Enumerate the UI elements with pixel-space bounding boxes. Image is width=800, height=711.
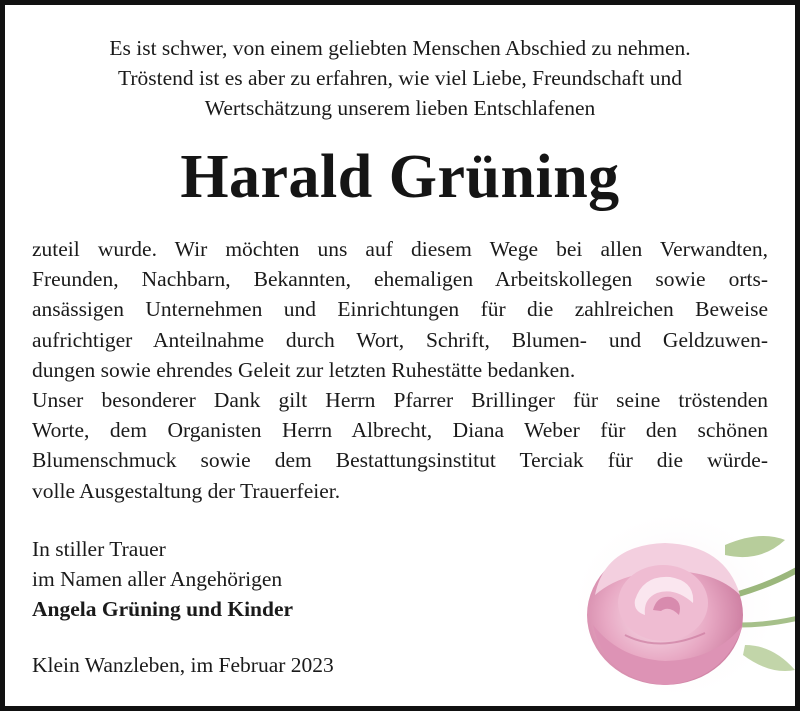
- deceased-name: Harald Grüning: [180, 143, 620, 211]
- body-line: Unser besonderer Dank gilt Herrn Pfarrer Brillinger für seine tröstenden: [32, 388, 768, 413]
- body-line: dungen sowie ehrendes Geleit zur letzten Ruhestätte bedanken.: [32, 357, 576, 382]
- intro-line: Wertschätzung unserem lieben Entschlafenen: [204, 96, 596, 120]
- thank-you-text: [32, 234, 768, 506]
- closing-line: im Namen aller Angehörigen: [32, 567, 283, 591]
- intro-line: Es ist schwer, von einem geliebten Menschen Abschied zu nehmen.: [109, 36, 691, 60]
- closing-line: In stiller Trauer: [32, 537, 166, 561]
- body-line: volle Ausgestaltung der Trauerfeier.: [32, 478, 341, 503]
- body-line: Freunden, Nachbarn, Bekannten, ehemaligen Arbeitskollegen sowie orts-: [32, 267, 768, 292]
- pink-rose-icon: [565, 475, 800, 711]
- place-date: Klein Wanzleben, im Februar 2023: [32, 653, 334, 677]
- intro-line: Tröstend ist es aber zu erfahren, wie viel Liebe, Freundschaft und: [117, 66, 682, 90]
- body-line: ansässigen Unternehmen und Einrichtungen für die zahlreichen Beweise: [32, 297, 768, 322]
- body-line: Blumenschmuck sowie dem Bestattungsinstitut Terciak für die würde-: [32, 448, 768, 473]
- body-line: aufrichtiger Anteilnahme durch Wort, Schrift, Blumen- und Geldzuwen-: [32, 327, 768, 352]
- signatories: Angela Grüning und Kinder: [32, 597, 294, 621]
- intro-text: [5, 33, 795, 123]
- body-line: zuteil wurde. Wir möchten uns auf diesem Wege bei allen Verwandten,: [32, 237, 768, 261]
- body-line: Worte, dem Organisten Herrn Albrecht, Diana Weber für den schönen: [32, 418, 768, 443]
- closing-block: [32, 534, 293, 624]
